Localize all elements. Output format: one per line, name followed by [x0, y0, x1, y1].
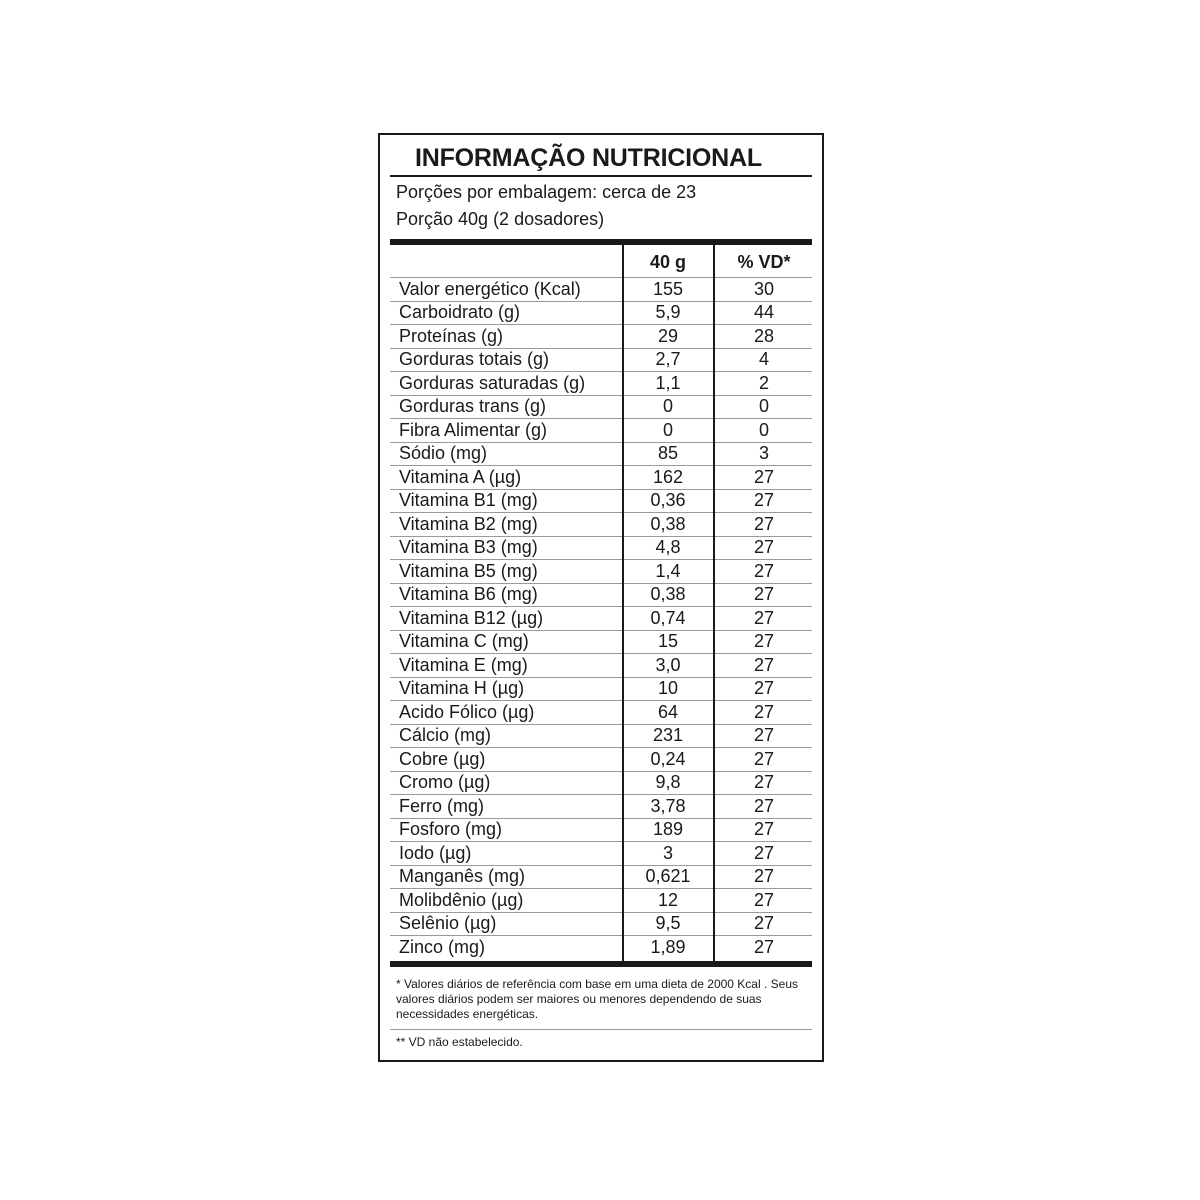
table-row	[390, 396, 812, 420]
nutrient-daily-value: 27	[753, 466, 775, 487]
table-row	[390, 302, 812, 326]
nutrient-name: Manganês (mg)	[399, 866, 526, 887]
nutrition-label	[378, 133, 824, 1062]
nutrient-amount: 2,7	[655, 349, 681, 370]
nutrient-amount: 3	[662, 842, 673, 863]
footnote-daily-values: * Valores diários de referência com base em uma dieta de 2000 Kcal . Seus valores diários podem ser maiores ou menores dependendo de suas necessidades energéticas.	[396, 977, 798, 1021]
table-row	[390, 913, 812, 937]
nutrient-daily-value: 2	[758, 372, 769, 393]
table-row	[390, 748, 812, 772]
title-divider	[390, 175, 812, 177]
nutrient-name: Gorduras totais (g)	[399, 349, 550, 370]
nutrient-daily-value: 27	[753, 866, 775, 887]
nutrient-daily-value: 27	[753, 560, 775, 581]
table-row	[390, 654, 812, 678]
nutrient-name: Vitamina H (µg)	[399, 678, 525, 699]
nutrient-name: Carboidrato (g)	[399, 302, 521, 323]
nutrient-name: Vitamina B12 (µg)	[399, 607, 544, 628]
nutrient-daily-value: 27	[753, 795, 775, 816]
amount-column-header: 40 g	[649, 251, 687, 272]
table-row	[390, 725, 812, 749]
nutrient-name: Vitamina B5 (mg)	[399, 560, 538, 581]
nutrient-amount: 15	[657, 631, 679, 652]
table-row	[390, 795, 812, 819]
nutrient-name: Acido Fólico (µg)	[399, 701, 535, 722]
table-row	[390, 842, 812, 866]
table-row	[390, 466, 812, 490]
nutrient-amount: 1,4	[655, 560, 681, 581]
nutrient-name: Zinco (mg)	[399, 937, 486, 958]
nutrient-amount: 0,621	[645, 866, 691, 887]
table-row	[390, 349, 812, 373]
nutrient-daily-value: 27	[753, 701, 775, 722]
servings-per-package: Porções por embalagem: cerca de 23	[396, 182, 697, 202]
table-row	[390, 889, 812, 913]
table-row	[390, 560, 812, 584]
nutrient-daily-value: 0	[758, 419, 769, 440]
table-row	[390, 631, 812, 655]
nutrient-amount: 5,9	[655, 302, 681, 323]
nutrient-amount: 155	[652, 278, 684, 299]
serving-size: Porção 40g (2 dosadores)	[396, 209, 605, 229]
table-row	[390, 325, 812, 349]
table-row	[390, 866, 812, 890]
nutrient-daily-value: 27	[753, 654, 775, 675]
table-row	[390, 443, 812, 467]
nutrient-name: Sódio (mg)	[399, 443, 488, 464]
label-title: INFORMAÇÃO NUTRICIONAL	[415, 144, 762, 172]
nutrient-amount: 4,8	[655, 537, 681, 558]
nutrient-daily-value: 27	[753, 772, 775, 793]
nutrient-amount: 0,24	[650, 748, 686, 769]
nutrient-amount: 0	[662, 419, 673, 440]
nutrient-daily-value: 44	[753, 302, 775, 323]
nutrient-daily-value: 3	[758, 443, 769, 464]
table-row	[390, 678, 812, 702]
nutrient-name: Cobre (µg)	[399, 748, 486, 769]
nutrient-amount: 0,36	[650, 490, 686, 511]
nutrient-name: Vitamina B2 (mg)	[399, 513, 538, 534]
nutrient-name: Molibdênio (µg)	[399, 889, 524, 910]
nutrient-amount: 3,78	[650, 795, 686, 816]
nutrient-amount: 1,89	[650, 937, 686, 958]
table-row	[390, 819, 812, 843]
nutrient-amount: 231	[652, 725, 684, 746]
nutrient-name: Vitamina B1 (mg)	[399, 490, 538, 511]
nutrient-daily-value: 27	[753, 748, 775, 769]
nutrient-name: Selênio (µg)	[399, 913, 497, 934]
nutrient-name: Vitamina A (µg)	[399, 466, 522, 487]
table-row	[390, 537, 812, 561]
nutrient-amount: 0,38	[650, 513, 686, 534]
nutrient-amount: 0	[662, 396, 673, 417]
table-header	[390, 245, 812, 278]
nutrient-amount: 9,5	[655, 913, 681, 934]
nutrient-daily-value: 0	[758, 396, 769, 417]
table-row	[390, 278, 812, 302]
nutrient-amount: 29	[657, 325, 679, 346]
nutrient-table	[390, 245, 812, 961]
nutrient-amount: 85	[657, 443, 679, 464]
table-row	[390, 607, 812, 631]
table-row	[390, 419, 812, 443]
nutrient-amount: 9,8	[655, 772, 681, 793]
nutrient-name: Vitamina C (mg)	[399, 631, 529, 652]
nutrient-daily-value: 27	[753, 937, 775, 958]
nutrient-amount: 189	[652, 819, 684, 840]
nutrient-daily-value: 27	[753, 537, 775, 558]
nutrient-daily-value: 27	[753, 819, 775, 840]
nutrient-amount: 1,1	[655, 372, 681, 393]
nutrient-name: Fosforo (mg)	[399, 819, 503, 840]
nutrient-daily-value: 27	[753, 584, 775, 605]
nutrient-daily-value: 27	[753, 490, 775, 511]
nutrient-daily-value: 27	[753, 842, 775, 863]
nutrient-name: Cromo (µg)	[399, 772, 491, 793]
table-row	[390, 936, 812, 960]
nutrient-name: Proteínas (g)	[399, 325, 504, 346]
footnote-divider	[390, 1029, 812, 1030]
daily-value-column-header: % VD*	[737, 251, 791, 272]
table-row	[390, 584, 812, 608]
footnote-vd-not-established: ** VD não estabelecido.	[396, 1035, 523, 1049]
nutrient-name: Vitamina B6 (mg)	[399, 584, 538, 605]
nutrient-name: Cálcio (mg)	[399, 725, 492, 746]
nutrient-amount: 3,0	[655, 654, 681, 675]
table-row	[390, 490, 812, 514]
table-row	[390, 372, 812, 396]
nutrient-daily-value: 27	[753, 678, 775, 699]
nutrient-daily-value: 27	[753, 889, 775, 910]
nutrient-name: Iodo (µg)	[399, 842, 472, 863]
nutrient-daily-value: 27	[753, 631, 775, 652]
nutrient-amount: 10	[657, 678, 679, 699]
nutrient-daily-value: 4	[758, 349, 769, 370]
nutrient-amount: 12	[657, 889, 679, 910]
nutrient-daily-value: 27	[753, 607, 775, 628]
nutrient-daily-value: 27	[753, 913, 775, 934]
nutrient-amount: 162	[652, 466, 684, 487]
nutrient-daily-value: 30	[753, 278, 775, 299]
thick-divider-bottom	[390, 961, 812, 967]
table-row	[390, 513, 812, 537]
nutrient-amount: 0,74	[650, 607, 686, 628]
nutrient-daily-value: 27	[753, 725, 775, 746]
nutrient-name: Vitamina E (mg)	[399, 654, 528, 675]
table-row	[390, 701, 812, 725]
nutrient-name: Vitamina B3 (mg)	[399, 537, 538, 558]
nutrient-name: Gorduras saturadas (g)	[399, 372, 586, 393]
nutrient-name: Fibra Alimentar (g)	[399, 419, 548, 440]
nutrient-name: Ferro (mg)	[399, 795, 484, 816]
table-row	[390, 772, 812, 796]
nutrient-name: Gorduras trans (g)	[399, 396, 547, 417]
nutrient-daily-value: 28	[753, 325, 775, 346]
nutrient-daily-value: 27	[753, 513, 775, 534]
nutrient-amount: 64	[657, 701, 679, 722]
nutrient-name: Valor energético (Kcal)	[399, 278, 581, 299]
nutrient-amount: 0,38	[650, 584, 686, 605]
